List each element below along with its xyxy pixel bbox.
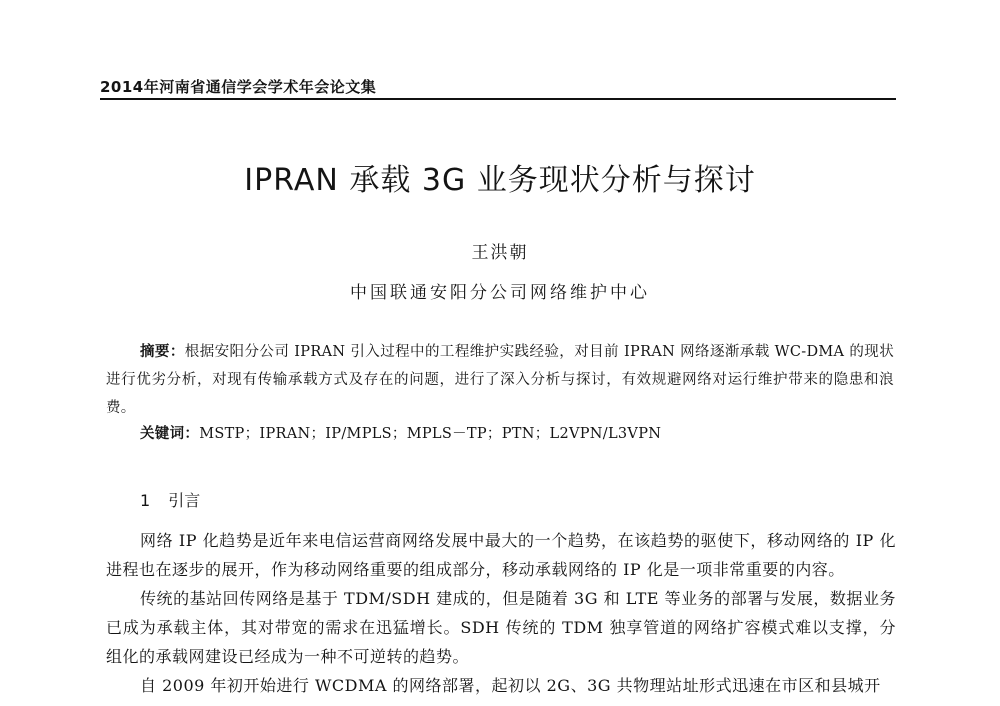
paper-title: IPRAN 承载 3G 业务现状分析与探讨 [244,163,756,198]
keywords [140,422,661,443]
header-rule [100,98,896,100]
paragraph: 网络 IP 化趋势是近年来电信运营商网络发展中最大的一个趋势，在该趋势的驱使下，移动网络的 IP 化进程也在逐步的展开，作为移动网络重要的组成部分，移动承载网络的 IP 化是一项非常重要的内容。 [106,531,896,579]
paragraph: 传统的基站回传网络是基于 TDM/SDH 建成的，但是随着 3G 和 LTE 等业务的部署与发展，数据业务已成为承载主体，其对带宽的需求在迅猛增长。SDH 传统的 TDM 独享管道的网络扩容模式难以支撑，分组化的承载网建设已经成为一种不可逆转的趋势。 [106,589,896,666]
section-heading [140,488,200,511]
keywords-text: MSTP；IPRAN；IP/MPLS；MPLS－TP；PTN；L2VPN/L3VPN [199,426,662,442]
abstract-label: 摘要： [140,344,185,360]
section-number: 1 [140,491,151,510]
abstract [106,338,894,422]
section-title: 引言 [168,491,201,510]
author-name: 王洪朝 [471,243,529,263]
author-affiliation: 中国联通安阳分公司网络维护中心 [350,283,650,303]
paragraph: 自 2009 年初开始进行 WCDMA 的网络部署，起初以 2G、3G 共物理站址形式迅速在市区和县城开 [140,676,881,695]
body-text [106,526,896,700]
running-header: 2014年河南省通信学会学术年会论文集 [100,78,377,96]
abstract-text: 根据安阳分公司 IPRAN 引入过程中的工程维护实践经验，对目前 IPRAN 网络逐渐承载 WC-DMA 的现状进行优劣分析，对现有传输承载方式及存在的问题，进行了深入分析与探讨，有效规避网络对运行维护带来的隐患和浪费。 [106,344,894,416]
keywords-label: 关键词： [140,426,200,442]
